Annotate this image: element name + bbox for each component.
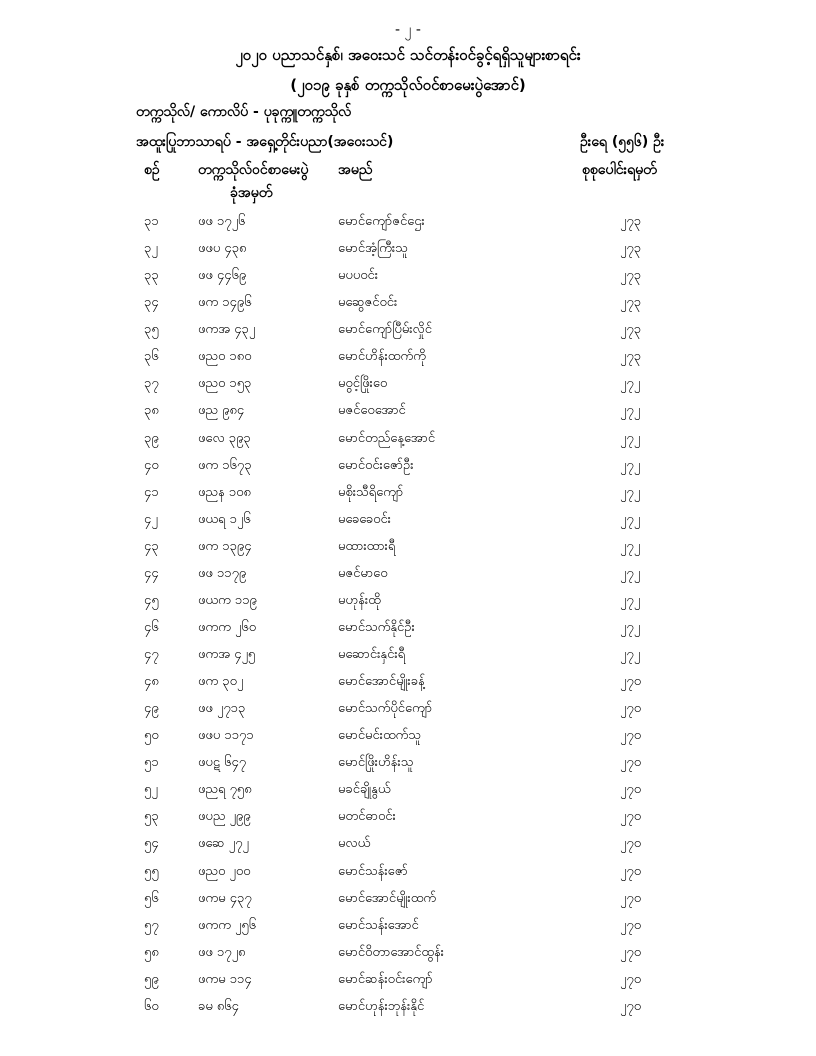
table-row xyxy=(0,207,816,234)
column-header-name: အမည် xyxy=(338,162,373,178)
document-title: ၂၀၂၀ ပညာသင်နှစ်၊ အဝေးသင် သင်တန်းဝင်ခွင့်ရရှိသူများစာရင်း xyxy=(235,46,581,64)
roll-number: ဖယရ ၁၂၆ xyxy=(198,511,251,527)
row-number: ၅၂ xyxy=(144,782,158,798)
row-number: ၃၅ xyxy=(144,322,159,338)
student-name: မောင်ဟုန်းဘုန်းနိုင် xyxy=(338,998,425,1014)
roll-number: ဖက ၃၀၂ xyxy=(198,674,244,690)
table-row xyxy=(0,721,816,748)
total-score: ၂၇၂ xyxy=(620,430,641,446)
total-score: ၂၇၂ xyxy=(620,619,641,635)
department-line: အထူးပြုဘာသာရပ် - အရှေ့တိုင်းပညာ(အဝေးသင်) xyxy=(136,134,394,150)
row-number: ၃၁ xyxy=(144,214,159,229)
table-row xyxy=(0,532,816,559)
total-score: ၂၇၂ xyxy=(620,647,641,662)
row-number: ၃၇ xyxy=(144,376,159,392)
total-score: ၂၇၂ xyxy=(620,376,641,392)
roll-number: ဖဖ ၁၇၂၆ xyxy=(198,214,246,229)
table-row xyxy=(0,478,816,505)
table-row xyxy=(0,911,816,938)
row-number: ၃၂ xyxy=(144,241,158,257)
student-name: မောင်ဖြိုးဟိန်းသူ xyxy=(338,755,414,771)
table-row xyxy=(0,965,816,992)
row-number: ၃၆ xyxy=(144,349,159,365)
roll-number: ဖယက ၁၁၉ xyxy=(198,592,257,608)
total-score: ၂၇၀ xyxy=(620,782,642,798)
roll-number: ဖဖ ၁၇၂၈ xyxy=(198,944,246,960)
student-name: မောင်မင်းထက်သူ xyxy=(338,728,421,744)
row-number: ၅၁ xyxy=(144,755,159,771)
table-row xyxy=(0,424,816,451)
table-row xyxy=(0,802,816,829)
student-name: မောင်ဆန်းဝင်းကျော် xyxy=(338,971,433,987)
row-number: ၄၇ xyxy=(144,647,159,662)
row-number: ၅၄ xyxy=(144,836,159,852)
student-name: မောင်သန်းအောင် xyxy=(338,917,419,933)
roll-number: ခမ ၈၆၄ xyxy=(198,998,239,1014)
total-score: ၂၇၀ xyxy=(620,728,642,744)
student-name: မောင်အံ့ကြီးသူ xyxy=(338,241,408,257)
total-score: ၂၇၂ xyxy=(620,565,641,581)
table-row xyxy=(0,857,816,884)
student-name: မောင်သက်နိုင်ဦး xyxy=(338,619,415,635)
row-number: ၄၆ xyxy=(144,619,159,635)
total-score: ၂၇၂ xyxy=(620,592,641,608)
roll-number: ဖကက ၂၆၀ xyxy=(198,619,257,635)
table-row xyxy=(0,396,816,423)
student-name: မောင်သက်ပိုင်ကျော် xyxy=(338,701,433,717)
total-score: ၂၇၀ xyxy=(620,836,642,852)
student-name: မောင်အောင်မျိုးခန့် xyxy=(338,674,425,690)
row-number: ၄၈ xyxy=(144,674,159,690)
total-score: ၂၇၀ xyxy=(620,674,642,690)
table-row xyxy=(0,559,816,586)
student-name: မောင်ဝိတာအောင်ထွန်း xyxy=(338,944,444,960)
document-subtitle: (၂၀၁၉ ခုနှစ် တက္ကသိုလ်ဝင်စာမေးပွဲအောင်) xyxy=(290,76,526,94)
total-count: ဦးရေ (၅၅၆) ဦး xyxy=(580,134,665,150)
table-row xyxy=(0,288,816,315)
roll-number: ဖကအ ၄၃၂ xyxy=(198,322,256,338)
student-name: မခင်ချိုနွယ် xyxy=(338,782,391,798)
table-row xyxy=(0,694,816,721)
student-name: မစိုးသီရိကျော် xyxy=(338,484,404,500)
total-score: ၂၇၃ xyxy=(620,322,642,338)
row-number: ၄၉ xyxy=(144,701,159,717)
table-row xyxy=(0,992,816,1019)
roll-number: ဖကအ ၄၂၅ xyxy=(198,647,256,662)
total-score: ၂၇၂ xyxy=(620,457,641,473)
roll-number: ဖကမ ၁၁၄ xyxy=(198,971,252,987)
row-number: ၃၄ xyxy=(144,295,159,311)
student-name: မောင်ကျော်ဇင်ဌေး xyxy=(338,214,425,229)
row-number: ၄၄ xyxy=(144,565,159,581)
row-number: ၅၈ xyxy=(144,944,159,960)
table-row xyxy=(0,342,816,369)
table-row xyxy=(0,451,816,478)
roll-number: ဖက ၁၃၉၄ xyxy=(198,538,252,554)
table-row xyxy=(0,667,816,694)
total-score: ၂၇၀ xyxy=(620,755,642,771)
roll-number: ဖပည ၂၉၉ xyxy=(198,809,251,825)
roll-number: ဖဖ ၄၄၆၉ xyxy=(198,268,247,284)
student-name: မောင်တည်နေ့အောင် xyxy=(338,430,436,446)
student-name: မဝွင့်ဖြိုးဝေ xyxy=(338,376,388,392)
column-header-roll-line2: ခုံအမှတ် xyxy=(230,185,273,201)
student-name: မခေခေဝင်း xyxy=(338,511,391,527)
table-row xyxy=(0,775,816,802)
student-name: မောင်သန်းဇော် xyxy=(338,863,408,879)
table-row xyxy=(0,748,816,775)
row-number: ၄၀ xyxy=(144,457,159,473)
table-row xyxy=(0,829,816,856)
row-number: ၃၈ xyxy=(144,403,159,419)
total-score: ၂၇၃ xyxy=(620,349,642,365)
student-name: မဆွေဇင်ဝင်း xyxy=(338,295,398,311)
row-number: ၄၅ xyxy=(144,592,159,608)
row-number: ၅၆ xyxy=(144,890,159,906)
total-score: ၂၇၀ xyxy=(620,998,642,1014)
roll-number: ဖက ၁၄၉၆ xyxy=(198,295,252,311)
student-name: မဇင်မာဝေ xyxy=(338,565,388,581)
roll-number: ဖဖပ ၁၁၇၁ xyxy=(198,728,254,744)
table-row xyxy=(0,586,816,613)
total-score: ၂၇၂ xyxy=(620,403,641,419)
column-header-score: စုစုပေါင်းရမှတ် xyxy=(582,162,657,178)
student-name: မောင်ဝင်းဇော်ဦး xyxy=(338,457,414,473)
total-score: ၂၇၃ xyxy=(620,241,642,257)
row-number: ၅၅ xyxy=(144,863,159,879)
student-name: မတင်ဓာဝင်း xyxy=(338,809,396,825)
row-number: ၅၉ xyxy=(144,971,159,987)
row-number: ၅၃ xyxy=(144,809,159,825)
total-score: ၂၇၃ xyxy=(620,214,642,229)
total-score: ၂၇၀ xyxy=(620,809,642,825)
table-row xyxy=(0,234,816,261)
roll-number: ဖလေ ၃၉၃ xyxy=(198,430,251,446)
roll-number: ဖက ၁၆၇၃ xyxy=(198,457,252,473)
table-row xyxy=(0,640,816,667)
column-header-roll: တက္ကသိုလ်ဝင်စာမေးပွဲ xyxy=(198,162,309,178)
roll-number: ဖပဋ ၆၄၇ xyxy=(198,755,247,771)
row-number: ၆၀ xyxy=(144,998,159,1014)
total-score: ၂၇၃ xyxy=(620,295,642,311)
total-score: ၂၇၂ xyxy=(620,511,641,527)
total-score: ၂၇၀ xyxy=(620,971,642,987)
student-name: မောင်ဟိန်းထက်ကို xyxy=(338,349,426,365)
roll-number: ဖဖ ၁၁၇၉ xyxy=(198,565,247,581)
roll-number: ဖကက ၂၅၆ xyxy=(198,917,257,933)
roll-number: ဖည ၉၈၄ xyxy=(198,403,245,419)
roll-number: ဖညဝ ၂၀၀ xyxy=(198,863,251,879)
student-name: မဇင်ဝေအောင် xyxy=(338,403,406,419)
table-row xyxy=(0,315,816,342)
row-number: ၅၀ xyxy=(144,728,159,744)
row-number: ၃၃ xyxy=(144,268,159,284)
row-number: ၄၃ xyxy=(144,538,159,554)
total-score: ၂၇၀ xyxy=(620,863,642,879)
student-name: မဆောင်းနှင်းရီ xyxy=(338,647,406,662)
row-number: ၃၉ xyxy=(144,430,159,446)
total-score: ၂၇၀ xyxy=(620,701,642,717)
roll-number: ဖညဝ ၁၅၃ xyxy=(198,376,252,392)
roll-number: ဖညန ၁၀၈ xyxy=(198,484,251,500)
student-name: မလယ် xyxy=(338,836,371,852)
table-row xyxy=(0,369,816,396)
student-name: မဟုန်းထို xyxy=(338,592,381,608)
table-row xyxy=(0,613,816,640)
roll-number: ဖညရ ၇၅၈ xyxy=(198,782,252,798)
roll-number: ဖညဝ ၁၈၀ xyxy=(198,349,252,365)
total-score: ၂၇၂ xyxy=(620,484,641,500)
total-score: ၂၇၃ xyxy=(620,268,642,284)
roll-number: ဖဆေ ၂၇၂ xyxy=(198,836,249,852)
row-number: ၅၇ xyxy=(144,917,159,933)
results-table xyxy=(0,207,816,1019)
table-row xyxy=(0,938,816,965)
column-header-no: စဉ် xyxy=(144,162,160,178)
page-number: - ၂ - xyxy=(395,22,421,38)
table-row xyxy=(0,261,816,288)
university-line: တက္ကသိုလ်/ ကောလိပ် - ပုခုက္ကူတက္ကသိုလ် xyxy=(136,104,352,120)
roll-number: ဖဖ ၂၇၁၃ xyxy=(198,701,246,717)
student-name: မထားထားရီ xyxy=(338,538,396,554)
total-score: ၂၇၀ xyxy=(620,890,642,906)
student-name: မောင်ကျော်ပြီမ်းလှိုင် xyxy=(338,322,432,338)
row-number: ၄၂ xyxy=(144,511,158,527)
table-row xyxy=(0,505,816,532)
total-score: ၂၇၂ xyxy=(620,538,641,554)
roll-number: ဖကမ ၄၃၇ xyxy=(198,890,252,906)
total-score: ၂၇၀ xyxy=(620,917,642,933)
row-number: ၄၁ xyxy=(144,484,159,500)
roll-number: ဖဖပ ၄၃၈ xyxy=(198,241,247,257)
table-row xyxy=(0,884,816,911)
total-score: ၂၇၀ xyxy=(620,944,642,960)
student-name: မောင်အောင်မျိုးထက် xyxy=(338,890,437,906)
student-name: မပပဝင်း xyxy=(338,268,379,284)
